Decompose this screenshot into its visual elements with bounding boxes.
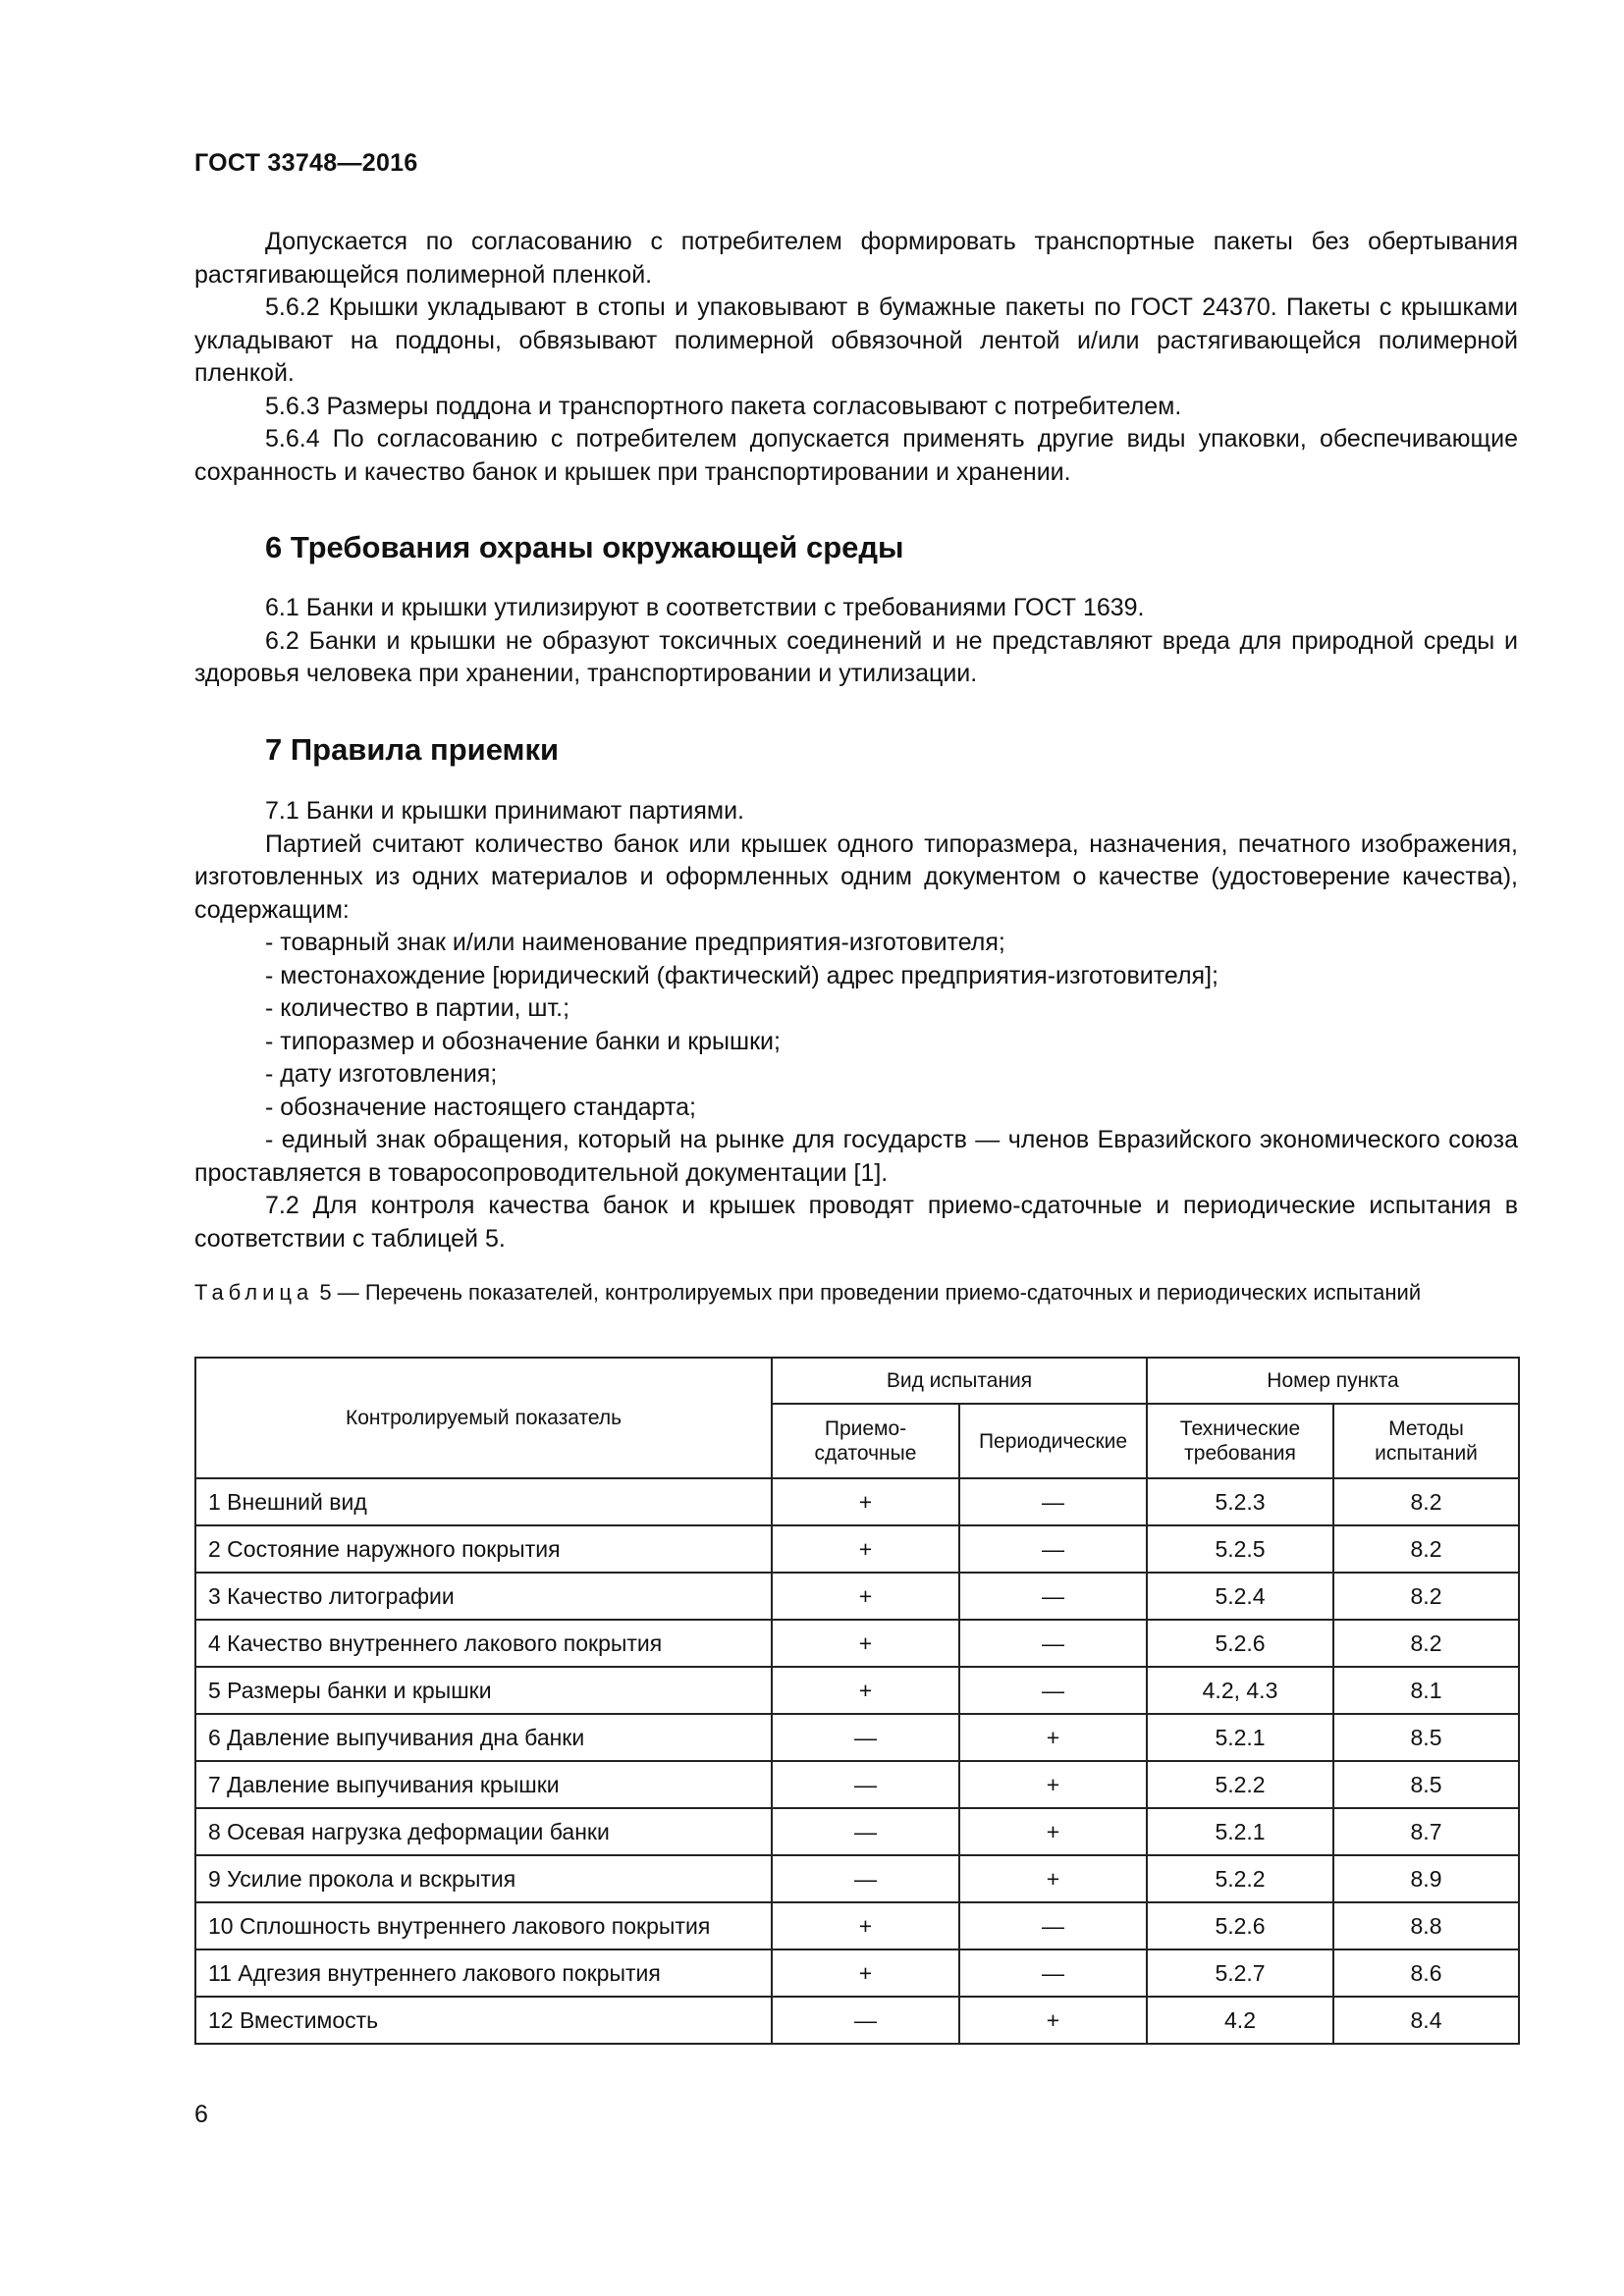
cell-indicator: 12 Вместимость bbox=[195, 1997, 772, 2044]
cell-acceptance: — bbox=[772, 1761, 959, 1808]
cell-method: 8.2 bbox=[1333, 1620, 1519, 1667]
cell-indicator: 1 Внешний вид bbox=[195, 1478, 772, 1525]
cell-tech-req: 5.2.2 bbox=[1147, 1855, 1333, 1902]
cell-indicator: 4 Качество внутреннего лакового покрытия bbox=[195, 1620, 772, 1667]
paragraph: 5.6.2 Крышки укладывают в стопы и упаковывают в бумажные пакеты по ГОСТ 24370. Пакеты с крышками укладывают на поддоны, обвязывают полимерной обвязочной лентой и/или растягивающейся полимерной пленкой. bbox=[194, 294, 1518, 387]
cell-acceptance: + bbox=[772, 1667, 959, 1714]
cell-tech-req: 5.2.3 bbox=[1147, 1478, 1333, 1525]
list-item: - дату изготовления; bbox=[265, 1060, 498, 1088]
paragraph: 5.6.4 По согласованию с потребителем допускается применять другие виды упаковки, обеспечивающие сохранность и качество банок и крышек при транспортировании и хранении. bbox=[194, 425, 1518, 486]
cell-periodic: — bbox=[959, 1620, 1147, 1667]
table-row bbox=[195, 1620, 1519, 1667]
cell-method: 8.5 bbox=[1333, 1761, 1519, 1808]
table-row bbox=[195, 1478, 1519, 1525]
cell-method: 8.5 bbox=[1333, 1714, 1519, 1761]
cell-tech-req: 4.2, 4.3 bbox=[1147, 1667, 1333, 1714]
header-periodic: Периодические bbox=[959, 1404, 1147, 1478]
table-row bbox=[195, 1949, 1519, 1997]
list-item: - количество в партии, шт.; bbox=[265, 994, 570, 1022]
cell-tech-req: 5.2.5 bbox=[1147, 1525, 1333, 1573]
header-tech-requirements: Технические требования bbox=[1147, 1404, 1333, 1478]
cell-periodic: — bbox=[959, 1525, 1147, 1573]
paragraph: 7.1 Банки и крышки принимают партиями. bbox=[265, 797, 745, 825]
table-row bbox=[195, 1997, 1519, 2044]
section-5-continuation bbox=[194, 226, 1518, 489]
cell-method: 8.2 bbox=[1333, 1573, 1519, 1620]
cell-acceptance: + bbox=[772, 1902, 959, 1949]
cell-periodic: + bbox=[959, 1808, 1147, 1855]
table-row bbox=[195, 1667, 1519, 1714]
cell-method: 8.7 bbox=[1333, 1808, 1519, 1855]
table-row bbox=[195, 1714, 1519, 1761]
cell-periodic: + bbox=[959, 1714, 1147, 1761]
section-6-body bbox=[194, 592, 1518, 691]
cell-method: 8.2 bbox=[1333, 1525, 1519, 1573]
cell-indicator: 6 Давление выпучивания дна банки bbox=[195, 1714, 772, 1761]
cell-acceptance: + bbox=[772, 1525, 959, 1573]
cell-tech-req: 5.2.6 bbox=[1147, 1902, 1333, 1949]
cell-acceptance: + bbox=[772, 1478, 959, 1525]
cell-tech-req: 5.2.7 bbox=[1147, 1949, 1333, 1997]
cell-method: 8.6 bbox=[1333, 1949, 1519, 1997]
page-number: 6 bbox=[194, 2101, 208, 2128]
paragraph: 5.6.3 Размеры поддона и транспортного пакета согласовывают с потребителем. bbox=[265, 392, 1182, 420]
paragraph: Партией считают количество банок или крышек одного типоразмера, назначения, печатного изображения, изготовленных из одних материалов и оформленных одним документом о качестве (удостоверение качества), содержащим: bbox=[194, 829, 1518, 924]
paragraph: 6.2 Банки и крышки не образуют токсичных соединений и не представляют вреда для природной среды и здоровья человека при хранении, транспортировании и утилизации. bbox=[194, 626, 1518, 687]
paragraph: Допускается по согласованию с потребителем формировать транспортные пакеты без обертывания растягивающейся полимерной пленкой. bbox=[194, 228, 1518, 289]
cell-periodic: — bbox=[959, 1949, 1147, 1997]
cell-indicator: 3 Качество литографии bbox=[195, 1573, 772, 1620]
cell-acceptance: + bbox=[772, 1620, 959, 1667]
cell-indicator: 10 Сплошность внутреннего лакового покрытия bbox=[195, 1902, 772, 1949]
table-caption-text: 5 — Перечень показателей, контролируемых при проведении приемо-сдаточных и периодических испытаний bbox=[319, 1280, 1422, 1305]
header-test-methods: Методы испытаний bbox=[1333, 1404, 1519, 1478]
table-row bbox=[195, 1573, 1519, 1620]
list-item: - обозначение настоящего стандарта; bbox=[265, 1093, 696, 1121]
cell-acceptance: — bbox=[772, 1808, 959, 1855]
cell-method: 8.1 bbox=[1333, 1667, 1519, 1714]
cell-periodic: — bbox=[959, 1902, 1147, 1949]
header-acceptance: Приемо-сдаточные bbox=[772, 1404, 959, 1478]
paragraph: 7.2 Для контроля качества банок и крышек проводят приемо-сдаточные и периодические испытания в соответствии с таблицей 5. bbox=[194, 1192, 1518, 1253]
cell-method: 8.4 bbox=[1333, 1997, 1519, 2044]
cell-method: 8.2 bbox=[1333, 1478, 1519, 1525]
indicators-table bbox=[194, 1357, 1520, 2045]
cell-method: 8.9 bbox=[1333, 1855, 1519, 1902]
list-item: - единый знак обращения, который на рынке для государств — членов Евразийского экономического союза проставляется в товаросопроводительной документации [1]. bbox=[194, 1126, 1518, 1187]
cell-periodic: + bbox=[959, 1761, 1147, 1808]
cell-tech-req: 5.2.4 bbox=[1147, 1573, 1333, 1620]
cell-indicator: 7 Давление выпучивания крышки bbox=[195, 1761, 772, 1808]
cell-tech-req: 5.2.1 bbox=[1147, 1808, 1333, 1855]
cell-tech-req: 5.2.1 bbox=[1147, 1714, 1333, 1761]
cell-periodic: — bbox=[959, 1478, 1147, 1525]
section-6-heading: 6 Требования охраны окружающей среды bbox=[265, 530, 904, 564]
section-7-body bbox=[194, 795, 1518, 1255]
table-row bbox=[195, 1808, 1519, 1855]
list-item: - типоразмер и обозначение банки и крышки; bbox=[265, 1027, 781, 1055]
cell-tech-req: 5.2.6 bbox=[1147, 1620, 1333, 1667]
cell-acceptance: + bbox=[772, 1949, 959, 1997]
table-caption-label: Таблица bbox=[194, 1280, 314, 1305]
header-clause-number: Номер пункта bbox=[1147, 1358, 1519, 1404]
cell-acceptance: + bbox=[772, 1573, 959, 1620]
cell-indicator: 11 Адгезия внутреннего лакового покрытия bbox=[195, 1949, 772, 1997]
cell-tech-req: 5.2.2 bbox=[1147, 1761, 1333, 1808]
list-item: - местонахождение [юридический (фактический) адрес предприятия-изготовителя]; bbox=[265, 961, 1218, 989]
cell-acceptance: — bbox=[772, 1997, 959, 2044]
cell-indicator: 9 Усилие прокола и вскрытия bbox=[195, 1855, 772, 1902]
header-indicator: Контролируемый показатель bbox=[195, 1358, 772, 1478]
list-item: - товарный знак и/или наименование предприятия-изготовителя; bbox=[265, 929, 1005, 956]
cell-periodic: + bbox=[959, 1855, 1147, 1902]
table-row bbox=[195, 1761, 1519, 1808]
table-row bbox=[195, 1902, 1519, 1949]
cell-acceptance: — bbox=[772, 1855, 959, 1902]
cell-periodic: + bbox=[959, 1997, 1147, 2044]
section-7-heading: 7 Правила приемки bbox=[265, 732, 560, 767]
cell-acceptance: — bbox=[772, 1714, 959, 1761]
cell-periodic: — bbox=[959, 1667, 1147, 1714]
table-row bbox=[195, 1525, 1519, 1573]
header-test-type: Вид испытания bbox=[772, 1358, 1147, 1404]
cell-method: 8.8 bbox=[1333, 1902, 1519, 1949]
cell-periodic: — bbox=[959, 1573, 1147, 1620]
cell-indicator: 5 Размеры банки и крышки bbox=[195, 1667, 772, 1714]
table-caption bbox=[194, 1278, 1518, 1307]
table-row bbox=[195, 1855, 1519, 1902]
cell-indicator: 8 Осевая нагрузка деформации банки bbox=[195, 1808, 772, 1855]
document-code: ГОСТ 33748—2016 bbox=[194, 149, 418, 177]
cell-indicator: 2 Состояние наружного покрытия bbox=[195, 1525, 772, 1573]
cell-tech-req: 4.2 bbox=[1147, 1997, 1333, 2044]
paragraph: 6.1 Банки и крышки утилизируют в соответствии с требованиями ГОСТ 1639. bbox=[265, 594, 1145, 621]
